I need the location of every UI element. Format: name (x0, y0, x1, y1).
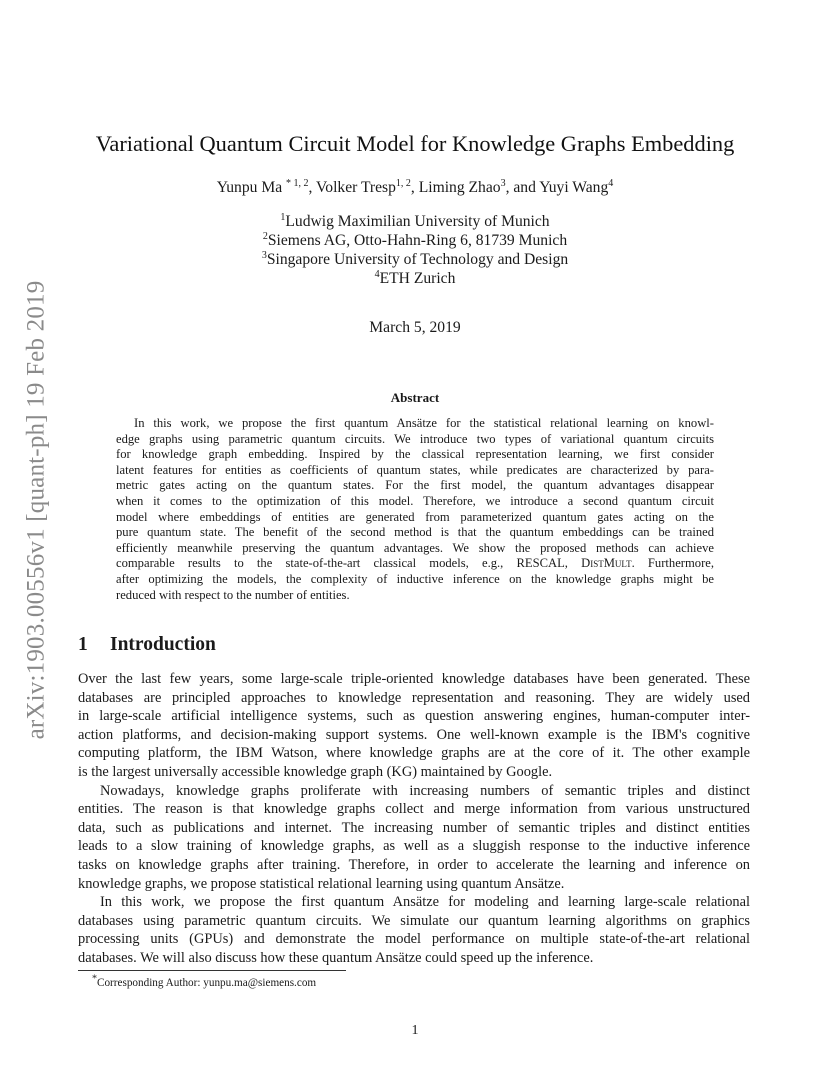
affiliation (80, 269, 750, 288)
abstract-line: latent features for entities as coefficients of quantum states, while predicates are characterized by para- (116, 462, 714, 477)
affiliation-mark: 1 (280, 211, 286, 223)
author-separator: , and (505, 179, 540, 196)
abstract-line: for knowledge graph embedding. Inspired by the classical representation learning, we first consider (116, 447, 714, 462)
author-affiliation-mark: 1, 2 (395, 177, 411, 189)
footnote-text: Corresponding Author: yunpu.ma@siemens.com (97, 977, 317, 989)
model-name: DistMult (581, 556, 632, 571)
footnote (92, 973, 317, 990)
affiliation-mark: 4 (374, 268, 380, 280)
affiliation (80, 250, 750, 269)
author-separator: , (308, 179, 317, 196)
author-name: Yuyi Wang (539, 179, 609, 196)
abstract-line: when it comes to the optimization of this model. Therefore, we introduce a second quantum circuit (116, 493, 714, 508)
affiliation-name: ETH Zurich (379, 270, 456, 287)
body-line: Over the last few years, some large-scale triple-oriented knowledge databases have been generated. These (78, 671, 750, 687)
arxiv-stamp-text: arXiv:1903.00556v1 [quant-ph] 19 Feb 2019 (22, 280, 49, 740)
abstract-line: efficiently meanwhile preserving the quantum advantages. We show the proposed methods can achieve (116, 540, 714, 555)
author-affiliation-mark: 4 (608, 177, 614, 189)
body-line: databases are principled approaches to knowledge representation and reasoning. They are widely used (78, 689, 750, 706)
abstract-body (116, 416, 714, 603)
abstract-line: after optimizing the models, the complexity of inductive inference on the knowledge graphs might be (116, 571, 714, 586)
abstract-heading: Abstract (390, 390, 440, 405)
body-line: knowledge graphs, we propose statistical relational learning using quantum Ansätze. (78, 875, 565, 892)
body-line: tasks on knowledge graphs after training. Therefore, in order to accelerate the learning and inference on (78, 856, 750, 873)
paper-title: Variational Quantum Circuit Model for Knowledge Graphs Embedding (95, 131, 735, 156)
author-name: Volker Tresp (316, 179, 396, 196)
body-line: leads to a slow training of knowledge graphs, as well as a sluggish response to the inductive inference (78, 838, 750, 855)
affiliation (80, 231, 750, 250)
author-affiliation-mark: 3 (500, 177, 506, 189)
affiliation-list (80, 212, 750, 288)
author-name: Liming Zhao (418, 179, 501, 196)
affiliation (80, 212, 750, 231)
author-list (80, 178, 750, 198)
body-line: computing platform, the IBM Watson, where knowledge graphs are at the core of it. The other example (78, 745, 750, 762)
abstract-line: metric gates acting on the quantum states. For the first model, the quantum advantages disappear (116, 478, 714, 493)
abstract-line: pure quantum state. The benefit of the second method is that the quantum embeddings can be trained (116, 525, 714, 540)
author-separator: , (410, 179, 419, 196)
body-line: data, such as publications and internet. The increasing number of semantic triples and distinct entities (78, 819, 750, 836)
body-line: databases using parametric quantum circuits. We simulate our quantum learning algorithms on graphics (78, 912, 750, 929)
abstract-line: edge graphs using parametric quantum circuits. We introduce two types of variational quantum circuits (116, 431, 714, 446)
author-name: Yunpu Ma (216, 179, 287, 196)
affiliation-name: Singapore University of Technology and Design (266, 251, 569, 268)
affiliation-mark: 2 (262, 230, 268, 242)
body-line: In this work, we propose the first quantum Ansätze for modeling and learning large-scale relational (100, 894, 750, 911)
introduction-body (78, 670, 750, 968)
body-line: action platforms, and decision-making support systems. One well-known example is the IBM's cognitive (78, 726, 750, 743)
abstract-line: model where embeddings of entities are generated from parameterized quantum gates acting on the (116, 509, 714, 524)
affiliation-name: Ludwig Maximilian University of Munich (285, 213, 550, 230)
section-number: 1 (78, 634, 88, 655)
arxiv-stamp (20, 240, 52, 780)
abstract-line: reduced with respect to the number of entities. (116, 587, 350, 602)
body-line: in large-scale artificial intelligence systems, such as question answering engines, human-computer inter- (78, 708, 750, 725)
section-heading (78, 633, 216, 657)
page-number: 1 (411, 1023, 419, 1038)
body-line: entities. The reason is that knowledge graphs collect and merge information from various unstructured (78, 801, 750, 818)
footnote-mark: * (92, 973, 97, 985)
section-title: Introduction (110, 634, 216, 655)
abstract-line: comparable results to the state-of-the-art classical models, e.g., RESCAL, DistMult. Furthermore, (116, 556, 714, 571)
affiliation-mark: 3 (261, 249, 267, 261)
author-affiliation-mark: * 1, 2 (286, 177, 309, 189)
abstract-line: In this work, we propose the first quantum Ansätze for the statistical relational learning on knowl- (134, 416, 714, 430)
body-line: databases. We will also discuss how these quantum Ansätze could speed up the inference. (78, 949, 594, 966)
publication-date: March 5, 2019 (369, 319, 461, 336)
body-line: processing units (GPUs) and demonstrate the model performance on multiple state-of-the-art relational (78, 931, 750, 948)
affiliation-name: Siemens AG, Otto-Hahn-Ring 6, 81739 Munich (267, 232, 568, 249)
body-line: Nowadays, knowledge graphs proliferate with increasing numbers of semantic triples and distinct (100, 782, 750, 799)
footnote-divider (78, 970, 346, 971)
body-line: is the largest universally accessible knowledge graph (KG) maintained by Google. (78, 763, 553, 780)
